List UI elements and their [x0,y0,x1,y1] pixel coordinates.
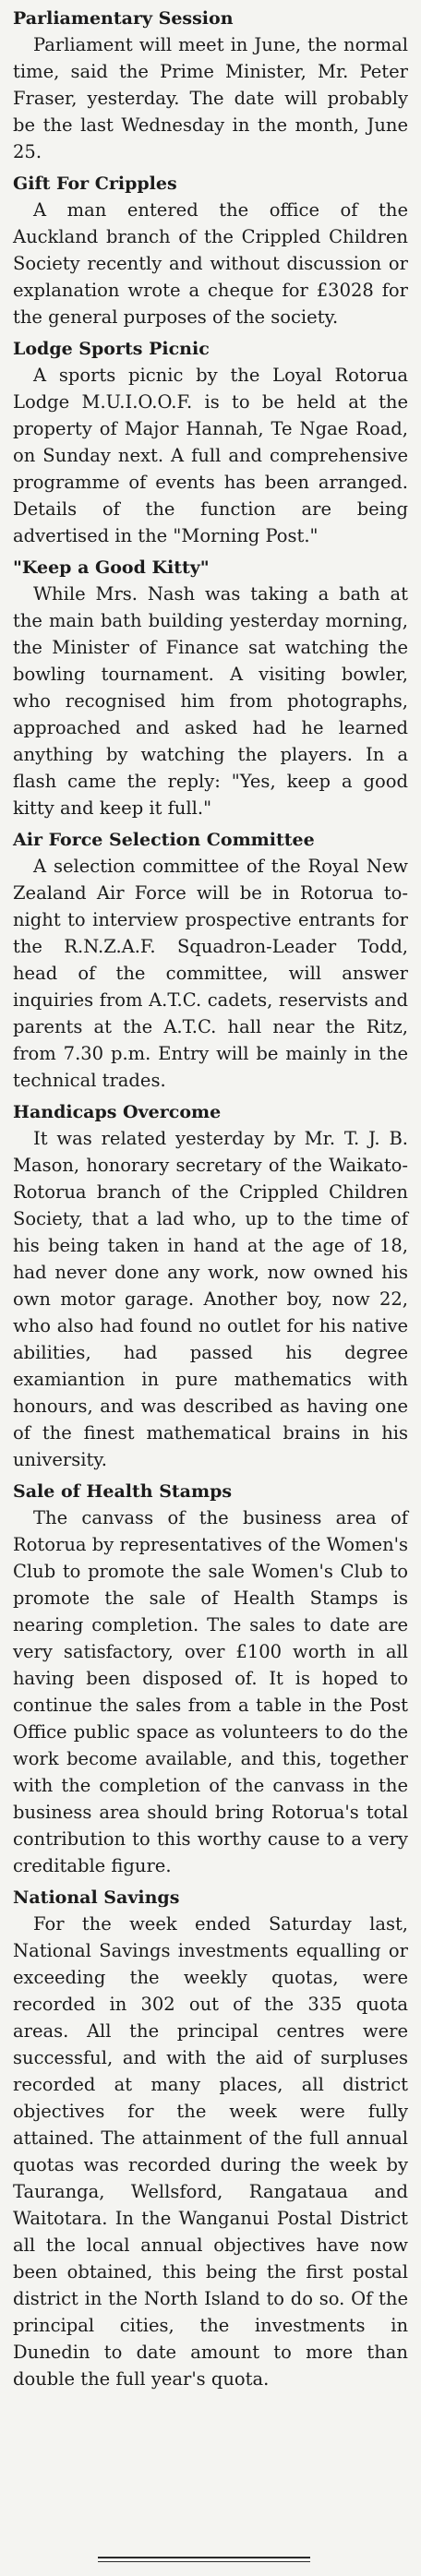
article-gift-for-cripples [13,173,408,330]
article-gap [13,1094,408,1101]
article-sale-of-health-stamps [13,1480,408,1879]
article-heading: Sale of Health Stamps [13,1481,233,1502]
article-gap [13,1879,408,1887]
article-gap [13,549,408,557]
article-heading: Parliamentary Session [13,8,234,29]
article-air-force-selection-committee [13,829,408,1094]
article-body: For the week ended Saturday last, National Savings investments equalling or exceeding the weekly quotas, were recorded in 302 out of the 335 quota areas. All the principal centres were successful, and with the aid of surpluses recorded at many places, all district objectives for the week were fully attained. The attainment of the full annual quotas was recorded during the week by Tauranga, Wellsford, Rangataua and Waitotara. In the Wanganui Postal District all the local annual objectives have now been obtained, this being the first postal district in the North Island to do so. Of the principal cities, the investments in Dunedin to date amount to more than double the full year's quota. [13,1913,408,2390]
article-keep-a-good-kitty [13,557,408,821]
article-heading: Lodge Sports Picnic [13,339,210,359]
end-of-column-rule [0,2557,421,2564]
article-body: It was related yesterday by Mr. T. J. B. Mason, honorary secretary of the Waikato-Rotorua branch of the Crippled Children Society, that a lad who, up to the time of his being taken in hand at the age of 18, had never done any work, now owned his own motor garage. Another boy, now 22, who also had found no outlet for his native abilities, had passed his degree examiantion in pure mathematics with honours, and was described as having one of the finest mathematical brains in his university. [13,1128,408,1470]
article-body: A man entered the office of the Auckland branch of the Crippled Children Society recently and without discussion or explanation wrote a cheque for £3028 for the general purposes of the society. [13,199,408,328]
article-gap [13,330,408,338]
article-heading: Handicaps Overcome [13,1102,222,1122]
article-gap [13,165,408,173]
article-heading: "Keep a Good Kitty" [13,557,210,578]
article-gap [13,1473,408,1480]
article-national-savings [13,1887,408,2392]
article-gap [13,821,408,829]
article-body: A sports picnic by the Loyal Rotorua Lodge M.U.I.O.O.F. is to be held at the property of Major Hannah, Te Ngae Road, on Sunday next. A full and comprehensive programme of events has been arranged. Details of the function are being advertised in the "Morning Post." [13,365,408,546]
article-parliamentary-session [13,7,408,165]
article-body: The canvass of the business area of Rotorua by representatives of the Women's Club to promote the sale Women's Club to promote the sale of Health Stamps is nearing completion. The sales to date are very satisfactory, over £100 worth in all having been disposed of. It is hoped to continue the sales from a table in the Post Office public space as volunteers to do the work become available, and this, together with the completion of the canvass in the business area should bring Rotorua's total contribution to this worthy cause to a very creditable figure. [13,1507,408,1876]
article-lodge-sports-picnic [13,338,408,549]
article-heading: National Savings [13,1887,180,1908]
article-body: Parliament will meet in June, the normal time, said the Prime Minister, Mr. Peter Fraser, yesterday. The date will probably be the last Wednesday in the month, June 25. [13,34,408,162]
article-heading: Air Force Selection Committee [13,830,315,850]
double-rule-bottom [98,2561,310,2562]
double-rule-top [98,2557,310,2558]
article-heading: Gift For Cripples [13,174,177,194]
article-body: While Mrs. Nash was taking a bath at the main bath building yesterday morning, the Minister of Finance sat watching the bowling tournament. A visiting bowler, who recognised him from photographs, approached and asked had he learned anything by watching the players. In a flash came the reply: "Yes, keep a good kitty and keep it full." [13,583,408,819]
article-handicaps-overcome [13,1101,408,1473]
article-body: A selection committee of the Royal New Zealand Air Force will be in Rotorua to-night to interview prospective entrants for the R.N.Z.A.F. Squadron-Leader Todd, head of the committee, will answer inquiries from A.T.C. cadets, reservists and parents at the A.T.C. hall near the Ritz, from 7.30 p.m. Entry will be mainly in the technical trades. [13,856,408,1091]
